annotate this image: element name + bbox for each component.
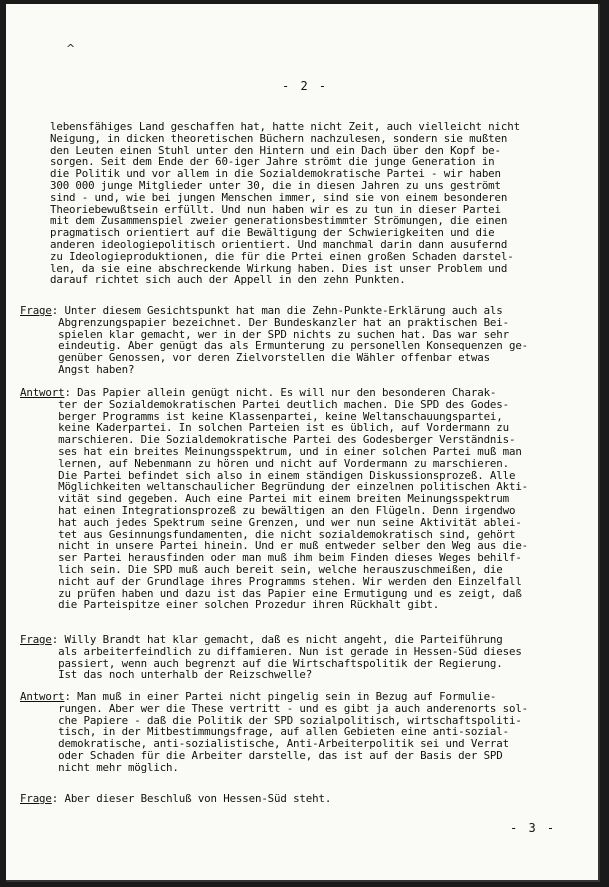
page-number-bottom: - 3 -	[510, 821, 557, 835]
paragraph-text: lebensfähiges Land geschaffen hat, hatte nicht Zeit, auch vielleicht nicht Neigung, in dicken theoretischen Büchern nachzulesen, sondern sie mußten den Leuten einen Stuhl unter den Hintern und ein Dach über den Kopf be- sorgen. Seit dem Ende der 60-iger Jahre strömt die junge Generation in die Politik und vor allem in die Sozialdemokratische Partei - wir haben 300 000 junge Mitglieder unter 30, die in diesen Jahren zu uns geströmt sind - und, wie bei jungen Menschen immer, sind sie von einem besonderen Theoriebewußtsein erfüllt. Und nun haben wir es zu tun in dieser Partei mit dem Zusammenspiel zweier generationsbestimmter Strömungen, die einen pragmatisch orientiert auf die Bewältigung der Schwierigkeiten und die anderen ideologiepolitisch orientiert. Und manchmal darin dann ausufernd zu Ideologieproduktionen, die für die Prtei einen großen Schaden darstel- len, da sie eine abschreckende Wirkung haben. Dies ist unser Problem und darauf richtet sich auch der Appell in den zehn Punkten.	[50, 120, 520, 287]
answer-label: Antwort	[20, 386, 65, 399]
question-block	[20, 793, 331, 805]
answer-block	[20, 691, 528, 774]
question-block	[20, 634, 522, 681]
answer-text: : Man muß in einer Partei nicht pingelig sein in Bezug auf Formulie- rungen. Aber wer die These vertritt - und es gibt ja auch anderenorts sol- che Papiere - daß die Politik der SPD sozialpolitisch, wirtschaftspoliti- tisch, in der Mitbestimmungsfrage, auf allen Gebieten eine anti-sozial- demokratische, anti-sozialistische, Anti-Arbeiterpolitik sei und Verrat oder Schaden für die Arbeiter darstelle, das ist auf der Basis der SPD nicht mehr möglich.	[58, 690, 529, 774]
question-label: Frage	[20, 792, 52, 805]
question-label: Frage	[20, 633, 52, 646]
answer-label: Antwort	[20, 690, 65, 703]
question-block	[20, 305, 528, 376]
question-text: : Willy Brandt hat klar gemacht, daß es nicht angeht, die Parteiführung als arbeiterfeindlich zu diffamieren. Nun ist gerade in Hessen-Süd dieses passiert, wenn auch begrenzt auf die Wirtschaftspolitik der Regierung. Ist das noch unterhalb der Reizschwelle?	[51, 633, 522, 682]
question-text: : Aber dieser Beschluß von Hessen-Süd steht.	[51, 792, 332, 805]
answer-text: : Das Papier allein genügt nicht. Es will nur den besonderen Charak- ter der Sozialdemokratischen Partei deutlich machen. Die SPD des Godes- berger Programms ist keine Klassenpartei, keine Weltanschauungspartei, keine Kaderpartei. In solchen Parteien ist es üblich, auf Vordermann zu marschieren. Die Sozialdemokratische Partei des Godesberger Verständnis- ses hat ein breites Meinungsspektrum, und in einer solchen Partei muß man lernen, auf Nebenmann zu hören und nicht auf Vordermann zu marschieren. Die Partei befindet sich also in einem ständigen Diskussionsprozeß. Alle Möglichkeiten weltanschaulicher Begründung der einzelnen politischen Akti- vität sind gegeben. Auch eine Partei mit einem breiten Meinungsspektrum hat einen Integrationsprozeß zu bewältigen an den Flügeln. Denn irgendwo hat auch jedes Spektrum seine Grenzen, und wer nun seine Aktivität ablei- tet aus Gesinnungsfundamenten, die nicht sozialdemokratisch sind, gehört nicht in unsere Partei hinein. Und er muß entweder selber den Weg aus die- ser Partei herausfinden oder man muß ihm beim Finden dieses Weges behilf- lich sein. Die SPD muß auch bereit sein, welche herauszuschmeißen, die nicht auf der Grundlage ihres Programms stehen. Wir werden den Einzelfall zu prüfen haben und dazu ist das Papier eine Ermutigung und es zeigt, daß die Parteispitze einer solchen Prozedur ihren Rückhalt gibt.	[58, 386, 529, 612]
document-page	[6, 4, 600, 882]
question-text: : Unter diesem Gesichtspunkt hat man die Zehn-Punkte-Erklärung auch als Abgrenzungspapier bezeichnet. Der Bundeskanzler hat an praktischen Bei- spielen klar gemacht, wer in der SPD nichts zu suchen hat. Das war sehr eindeutig. Aber genügt das als Ermunterung zu personellen Konsequenzen ge- genüber Genossen, vor deren Zielvorstellen die Wähler offenbar etwas Angst haben?	[51, 304, 529, 376]
question-label: Frage	[20, 304, 52, 317]
paragraph-continuation	[50, 121, 520, 286]
page-number-top: - 2 -	[282, 79, 329, 93]
answer-block	[20, 387, 528, 611]
margin-mark: ^	[66, 42, 76, 55]
